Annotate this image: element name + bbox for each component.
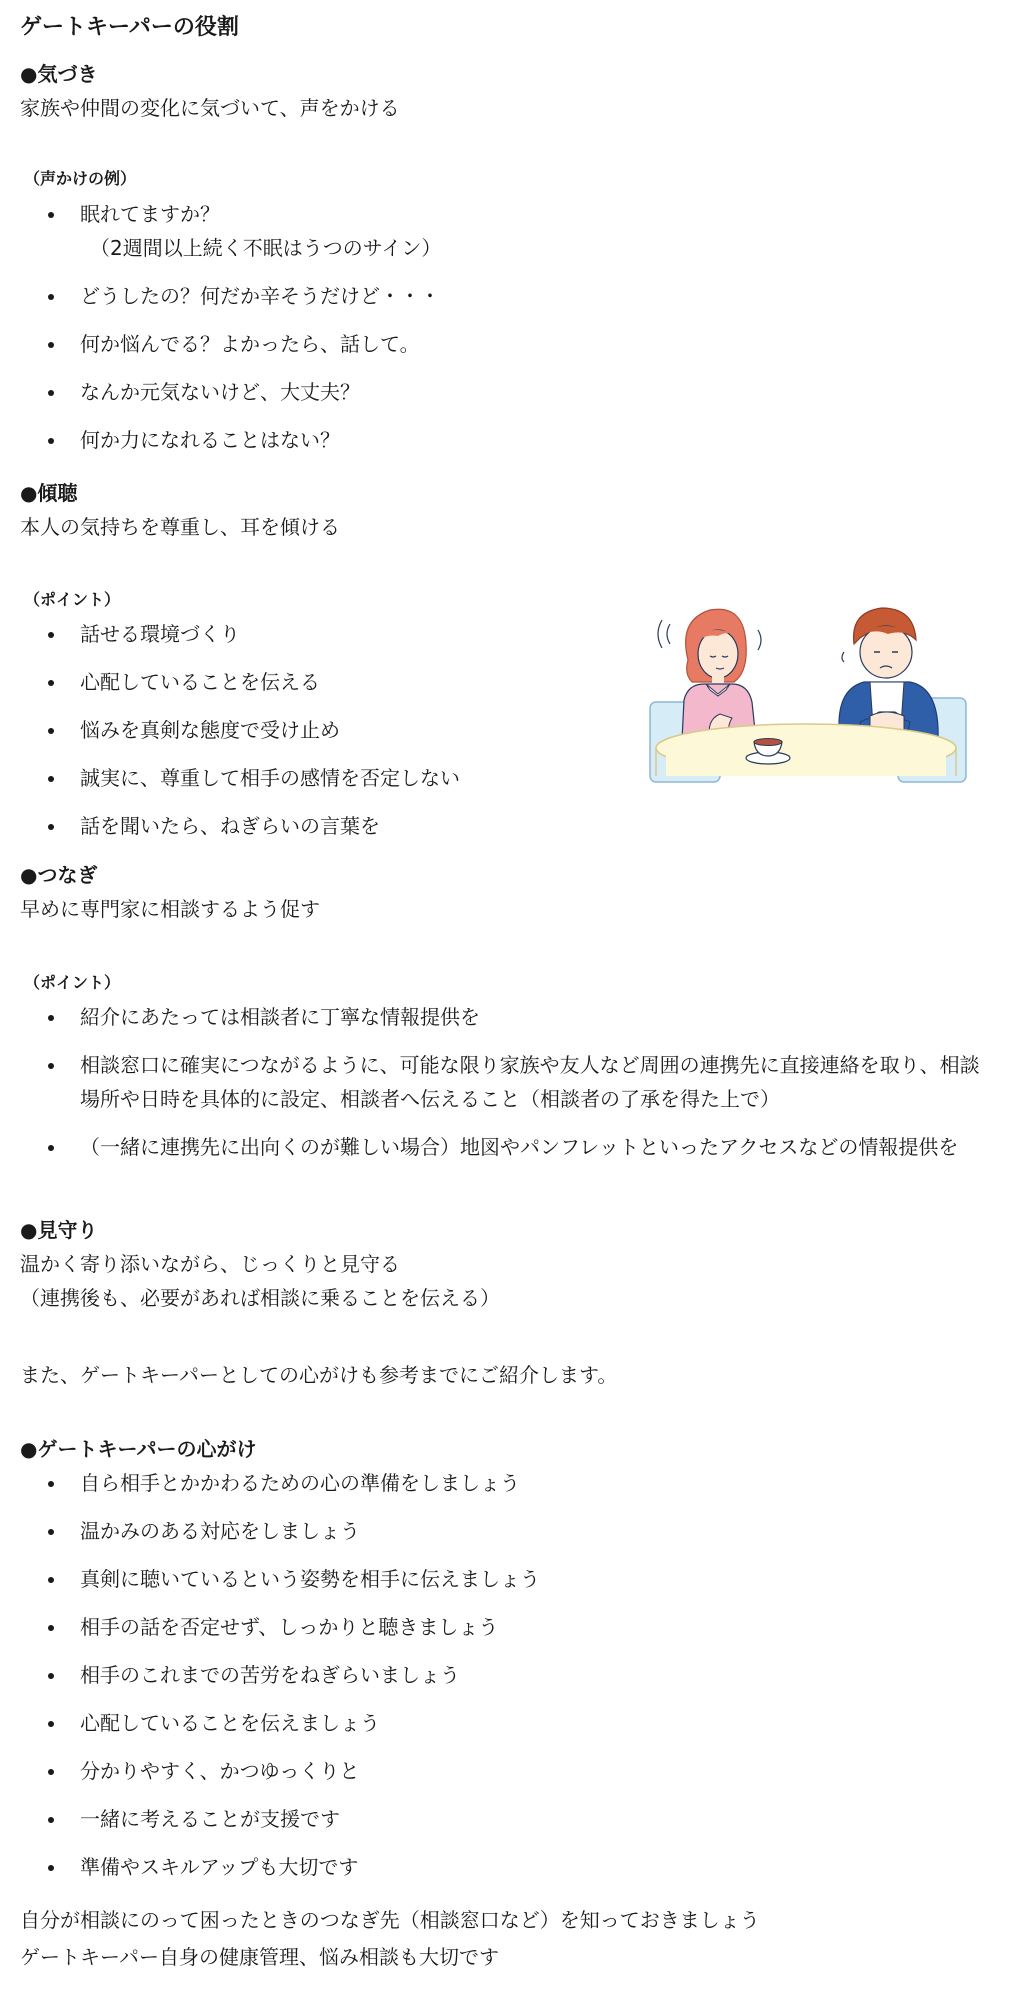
section-text-mimamori-1: 温かく寄り添いながら、じっくりと見守る <box>20 1252 400 1276</box>
list-item: 話を聞いたら、ねぎらいの言葉を <box>20 809 995 843</box>
section-text-keicho: 本人の気持ちを尊重し、耳を傾ける <box>20 515 340 539</box>
list-item: （一緒に連携先に出向くのが難しい場合）地図やパンフレットといったアクセスなどの情報提供を <box>20 1130 990 1164</box>
section-sub-tsunagi: （ポイント） <box>24 973 121 992</box>
page-title: ゲートキーパーの役割 <box>20 15 239 40</box>
section-sub-keicho: （ポイント） <box>24 590 121 609</box>
list-item: 話せる環境づくり <box>20 617 995 651</box>
list-item: 相手の話を否定せず、しっかりと聴きましょう <box>20 1610 995 1644</box>
list-item: 誠実に、尊重して相手の感情を否定しない <box>20 761 995 795</box>
list-item: なんか元気ないけど、大丈夫？ <box>20 375 995 409</box>
intro-text: また、ゲートキーパーとしての心がけも参考までにご紹介します。 <box>20 1363 618 1387</box>
section-heading-keicho: ●傾聴 <box>20 481 78 505</box>
closing-text-2: ゲートキーパー自身の健康管理、悩み相談も大切です <box>20 1945 499 1969</box>
list-item: 心配していることを伝える <box>20 665 995 699</box>
kokorogake-list <box>20 1466 995 1898</box>
list-item-text: 眠れてますか？ <box>80 202 220 226</box>
list-item: 何か力になれることはない？ <box>20 423 995 457</box>
section-sub-kizuki: （声かけの例） <box>24 169 137 188</box>
list-item: 一緒に考えることが支援です <box>20 1802 995 1836</box>
list-item: 相手のこれまでの苦労をねぎらいましょう <box>20 1658 995 1692</box>
list-item: 相談窓口に確実につながるように、可能な限り家族や友人など周囲の連携先に直接連絡を取り、相談場所や日時を具体的に設定、相談者へ伝えること（相談者の了承を得た上で） <box>20 1048 990 1116</box>
list-item: 何か悩んでる？よかったら、話して。 <box>20 327 995 361</box>
section-heading-kizuki: ●気づき <box>20 62 98 86</box>
list-item: 心配していることを伝えましょう <box>20 1706 995 1740</box>
list-item: 紹介にあたっては相談者に丁寧な情報提供を <box>20 1000 990 1034</box>
man-figure <box>839 608 938 740</box>
tsunagi-list <box>20 1000 990 1178</box>
section-text-tsunagi: 早めに専門家に相談するよう促す <box>20 897 320 921</box>
list-item <box>20 197 995 265</box>
list-item: 自ら相手とかかわるための心の準備をしましょう <box>20 1466 995 1500</box>
list-item: 温かみのある対応をしましょう <box>20 1514 995 1548</box>
two-people-talking-illustration <box>648 590 968 790</box>
list-item-note: （2週間以上続く不眠はうつのサイン） <box>90 236 442 260</box>
section-heading-kokorogake: ●ゲートキーパーの心がけ <box>20 1437 257 1461</box>
section-heading-mimamori: ●見守り <box>20 1218 98 1242</box>
kizuki-list <box>20 197 995 471</box>
section-text-kizuki: 家族や仲間の変化に気づいて、声をかける <box>20 96 400 120</box>
section-text-mimamori-2: （連携後も、必要があれば相談に乗ることを伝える） <box>20 1286 500 1310</box>
list-item: 真剣に聴いているという姿勢を相手に伝えましょう <box>20 1562 995 1596</box>
list-item: 準備やスキルアップも大切です <box>20 1850 995 1884</box>
list-item: どうしたの？何だか辛そうだけど・・・ <box>20 279 995 313</box>
closing-text-1: 自分が相談にのって困ったときのつなぎ先（相談窓口など）を知っておきましょう <box>20 1908 760 1932</box>
list-item: 悩みを真剣な態度で受け止め <box>20 713 995 747</box>
section-heading-tsunagi: ●つなぎ <box>20 863 98 887</box>
list-item: 分かりやすく、かつゆっくりと <box>20 1754 995 1788</box>
